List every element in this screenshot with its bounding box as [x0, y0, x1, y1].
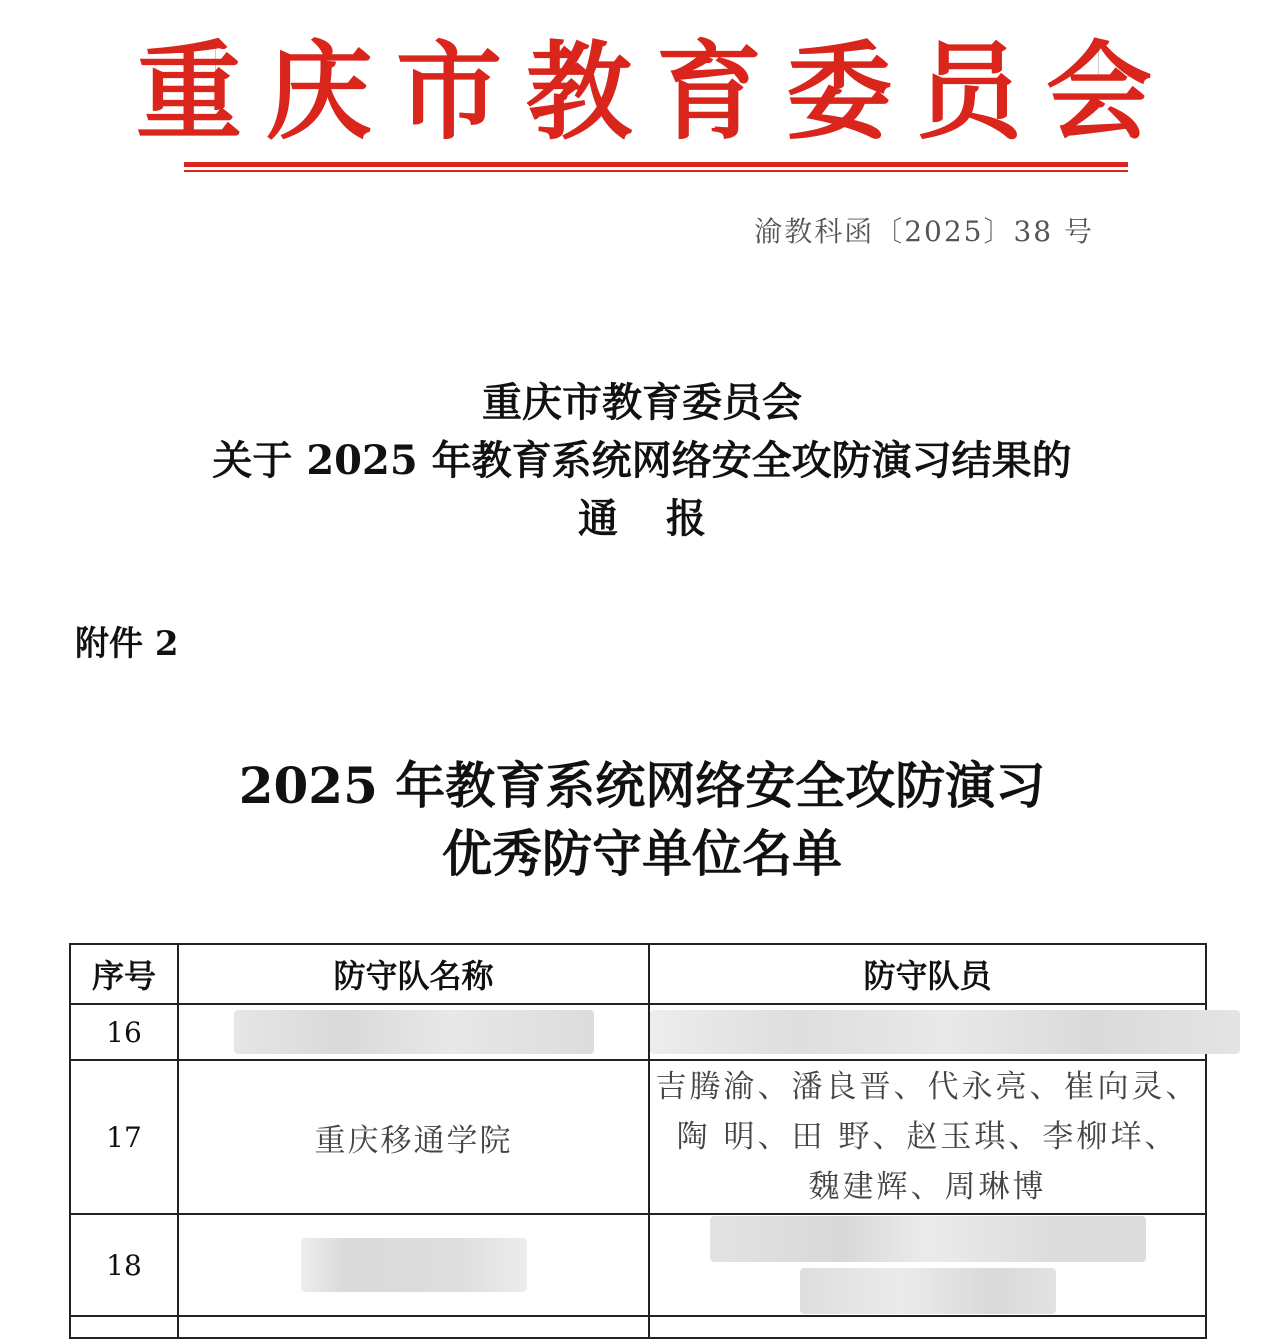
members-line: 吉腾渝、潘良晋、代永亮、崔向灵、	[655, 1069, 1200, 1105]
redacted-team-name	[178, 1004, 649, 1060]
document-number: 渝教科函〔2025〕38 号	[754, 215, 1094, 248]
header-members: 防守队员	[649, 944, 1206, 1004]
attachment-label: 附件 2	[75, 624, 179, 664]
masthead-red-line-thin	[184, 170, 1128, 172]
row-seq: 16	[70, 1004, 178, 1060]
row-team-name: 重庆移通学院	[178, 1060, 649, 1214]
redaction-blur	[234, 1010, 594, 1054]
header-team-name: 防守队名称	[178, 944, 649, 1004]
table-row	[70, 1004, 1206, 1060]
notice-title	[0, 374, 1284, 548]
table-row	[70, 1214, 1206, 1316]
redaction-blur	[800, 1268, 1056, 1314]
masthead-org-name: 重庆市教育委员会	[136, 29, 1176, 154]
header-seq: 序号	[70, 944, 178, 1004]
row-seq: 17	[70, 1060, 178, 1214]
row-cell	[649, 1316, 1206, 1338]
redacted-team-name	[178, 1214, 649, 1316]
redaction-blur	[301, 1238, 527, 1292]
table-header-row	[70, 944, 1206, 1004]
redacted-members	[649, 1004, 1206, 1060]
row-cell	[178, 1316, 649, 1338]
row-seq: 18	[70, 1214, 178, 1316]
list-title-line2: 优秀防守单位名单	[442, 824, 842, 883]
defense-unit-table	[69, 943, 1207, 1339]
masthead-red-line	[184, 162, 1128, 167]
redaction-blur	[710, 1216, 1146, 1262]
members-line: 魏建辉、周琳博	[808, 1169, 1047, 1205]
table-row	[70, 1060, 1206, 1214]
row-cell	[70, 1316, 178, 1338]
row-members	[649, 1060, 1206, 1214]
notice-title-line1: 重庆市教育委员会	[482, 379, 802, 426]
notice-title-line2: 关于 2025 年教育系统网络安全攻防演习结果的	[212, 437, 1072, 484]
notice-title-line3: 通报	[578, 495, 754, 542]
table-row-partial	[70, 1316, 1206, 1338]
members-line: 陶 明、田 野、赵玉琪、李柳垟、	[676, 1119, 1179, 1155]
list-title-line1: 2025 年教育系统网络安全攻防演习	[238, 756, 1046, 815]
redacted-members	[649, 1214, 1206, 1316]
list-title	[0, 752, 1284, 888]
redaction-blur	[650, 1010, 1240, 1054]
